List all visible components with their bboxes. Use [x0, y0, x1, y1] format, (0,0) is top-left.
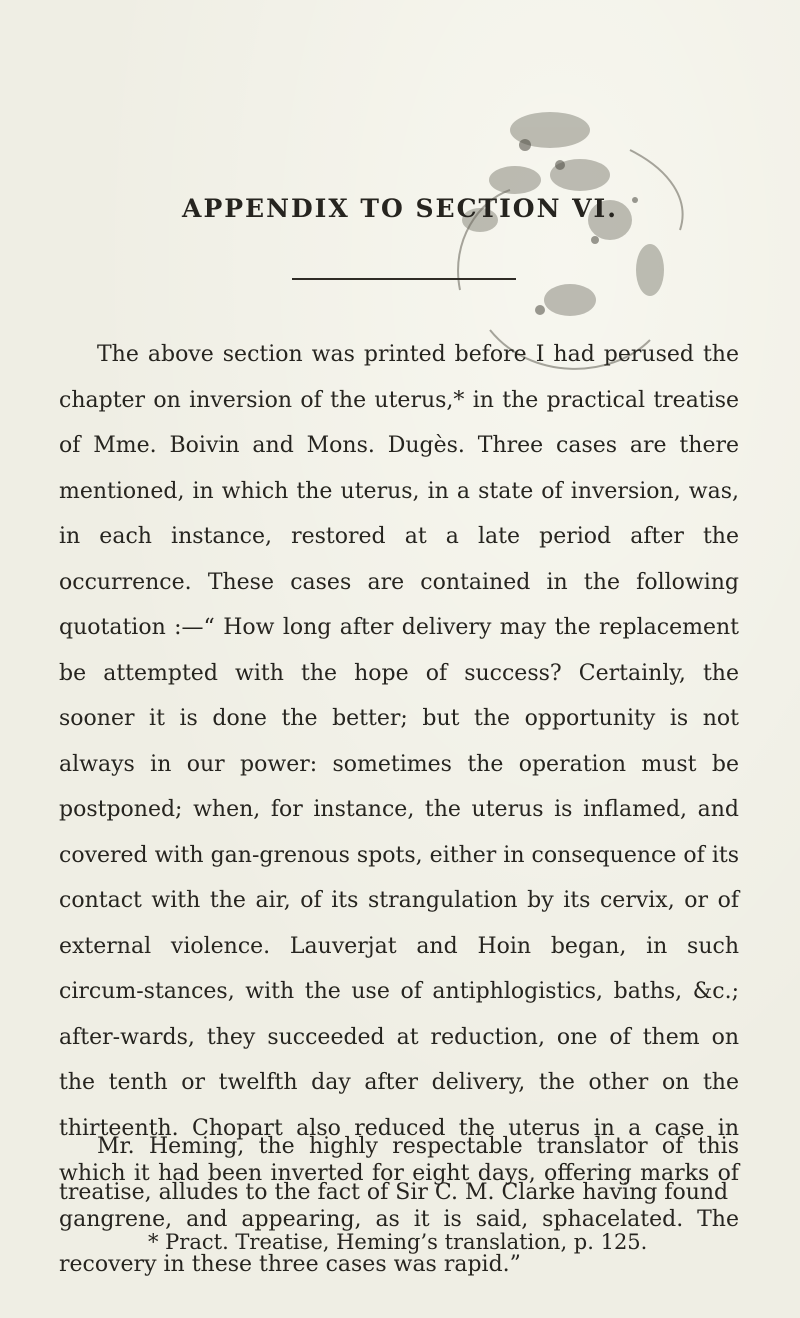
footnote: * Pract. Treatise, Heming’s translation, p. 125.: [148, 1230, 648, 1254]
paragraph-1: The above section was printed before I had perused the chapter on inversion of the uterus,* in the practical treatise of Mme. Boivin and Mons. Dugès. Three cases are there mentioned, in which the uterus, in a state of inversion, was, in each instance, restored at a late period after the occurrence. These cases are contained in the following quotation :—“ How long after delivery may the replacement be attempted with the hope of success? Certainly, the sooner it is done the better; but the opportunity is not always in our power: sometimes the operation must be postponed; when, for instance, the uterus is inflamed, and covered with gan-grenous spots, either in consequence of its contact with the air, of its strangulation by its cervix, or of external violence. Lauverjat and Hoin began, in such circum-stances, with the use of antiphlogistics, baths, &c.; after-wards, they succeeded at reduction, one of them on the tenth or twelfth day after delivery, the other on the thirteenth. Chopart also reduced the uterus in a case in which it had been inverted for eight days, offering marks of gangrene, and appearing, as it is said, sphacelated. The recovery in these three cases was rapid.”: [59, 342, 739, 1277]
section-heading: APPENDIX TO SECTION VI.: [182, 194, 618, 223]
paragraph-2: Mr. Heming, the highly respectable translator of this treatise, alludes to the fact of Sir C. M. Clarke having found: [59, 1134, 739, 1205]
heading-rule: [292, 278, 516, 280]
